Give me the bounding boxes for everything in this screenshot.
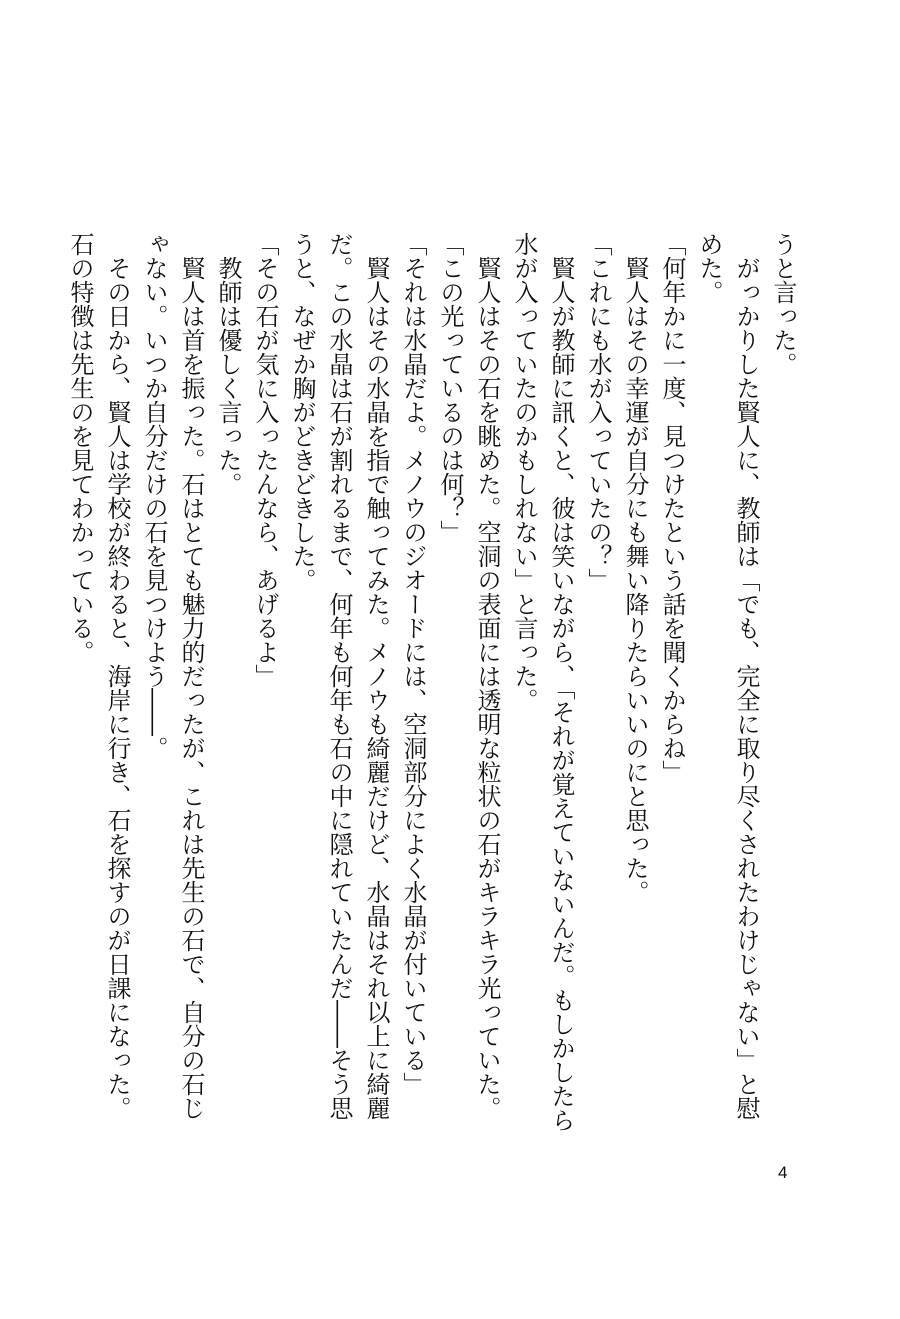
paragraph-4: 賢人はその幸運が自分にも舞い降りたらいいのにと思った。: [621, 232, 649, 904]
paragraph-1: うと言った。: [769, 232, 797, 376]
paragraph-13: 賢人は首を振った。石はとても魅力的だったが、これは先生の石で、自分の石じゃない。いつか自分だけの石を見つけよう――。: [140, 232, 205, 1120]
paragraph-5: 「これにも水が入っていたの？」: [584, 232, 612, 592]
paragraph-12: 教師は優しく言った。: [214, 232, 242, 496]
paragraph-14: その日から、賢人は学校が終わると、海岸に行き、石を探すのが日課になった。石の特徴は先生のを見てわかっている。: [66, 232, 131, 1120]
paragraph-11: 「その石が気に入ったんなら、あげるよ」: [251, 232, 279, 688]
paragraph-7: 賢人はその石を眺めた。空洞の表面には透明な粒状の石がキラキラ光っていた。: [473, 232, 501, 1120]
paragraph-2: がっかりした賢人に、教師は「でも、完全に取り尽くされたわけじゃない」と慰めた。: [695, 232, 760, 1120]
paragraph-8: 「この光っているのは何？」: [436, 232, 464, 544]
paragraph-10: 賢人はその水晶を指で触ってみた。メノウも綺麗だけど、水晶はそれ以上に綺麗だ。この水晶は石が割れるまで、何年も何年も石の中に隠れていたんだ――そう思うと、なぜか胸がどきどきした。: [288, 232, 390, 1120]
page-number: 4: [778, 1163, 788, 1182]
vertical-text-body: [66, 232, 801, 1142]
paragraph-3: 「何年かに一度、見つけたという話を聞くからね」: [658, 232, 686, 784]
paragraph-6: 賢人が教師に訊くと、彼は笑いながら、「それが覚えていないんだ。もしかしたら水が入っていたのかもしれない」と言った。: [510, 232, 575, 1132]
paragraph-9: 「それは水晶だよ。メノウのジオードには、空洞部分によく水晶が付いている」: [399, 232, 427, 1096]
